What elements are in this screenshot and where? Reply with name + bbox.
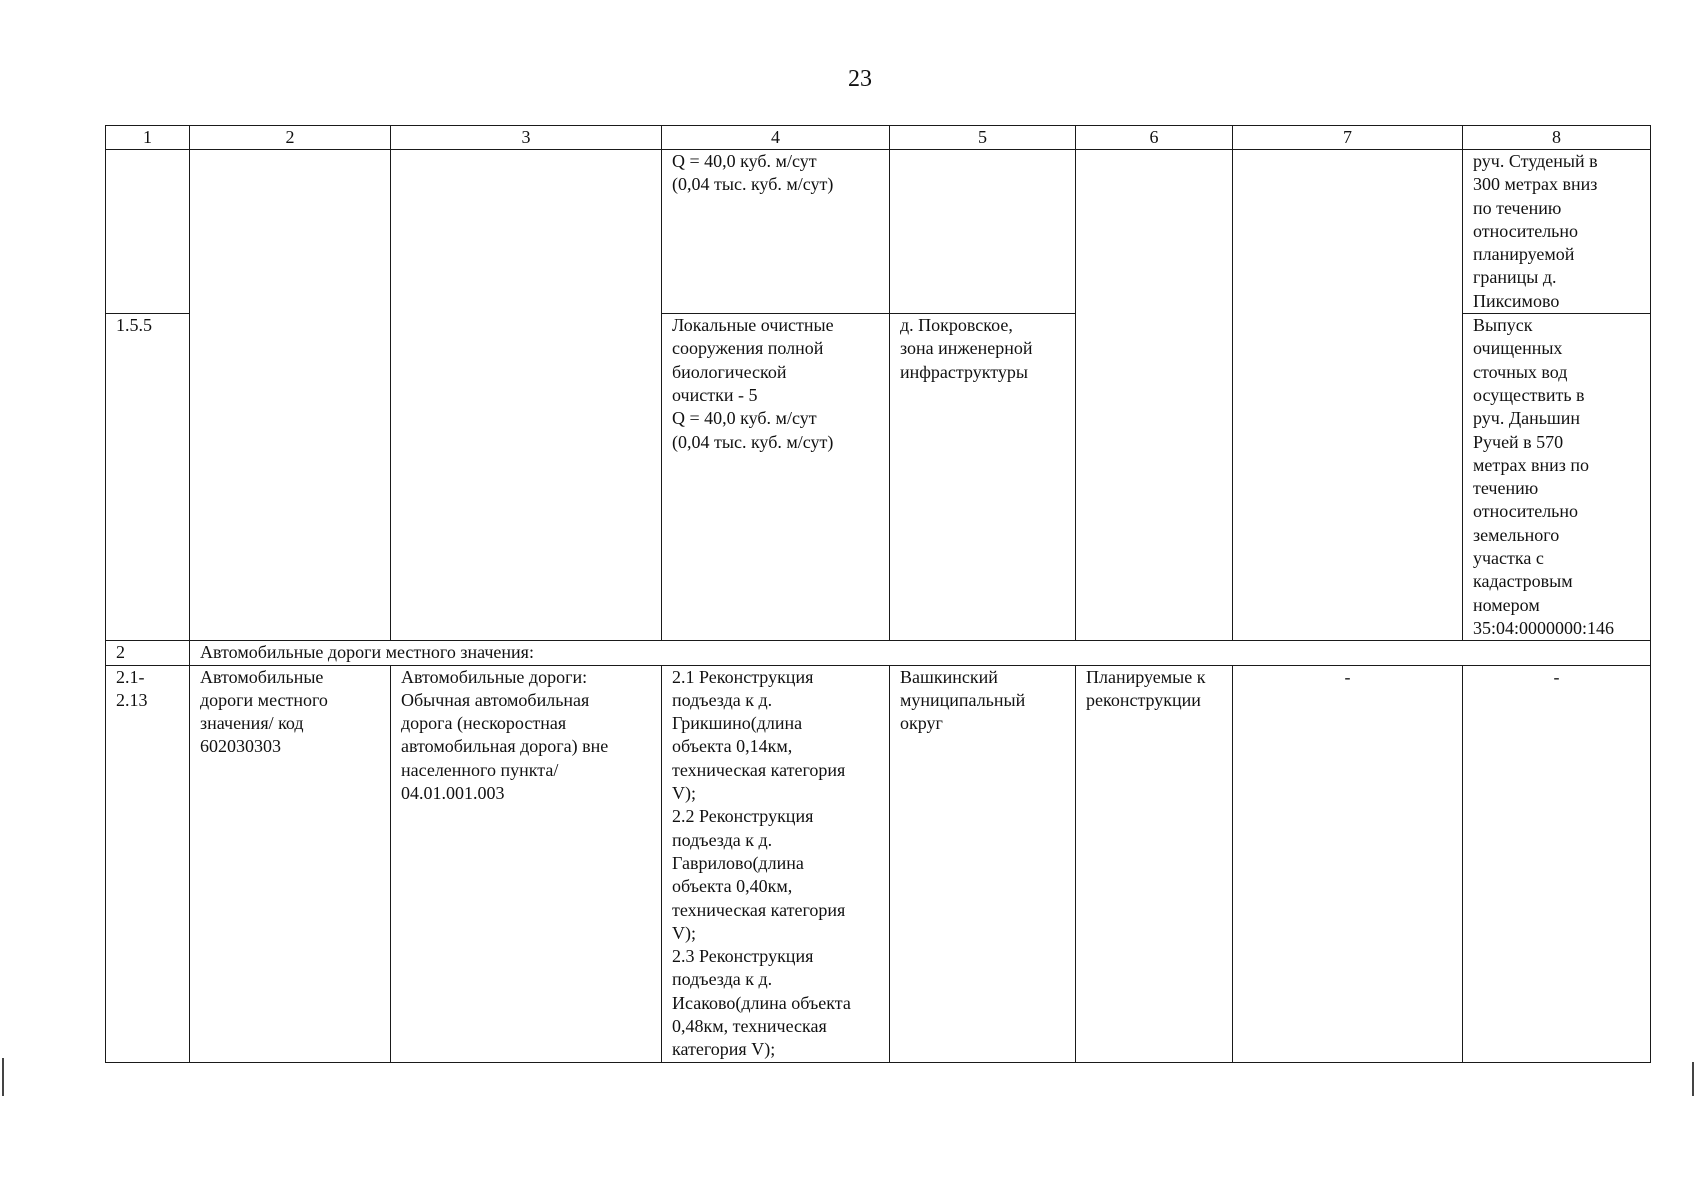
cell-merged-col3: [391, 150, 662, 641]
cell-section-number: 2: [106, 641, 190, 665]
cell-location: д. Покровское, зона инженерной инфраструктуры: [890, 314, 1076, 641]
cell-section-title: Автомобильные дороги местного значения:: [190, 641, 1651, 665]
cell-col8-dash: -: [1463, 665, 1651, 1062]
cell-object-type: Автомобильные дороги местного значения/ код 602030303: [190, 665, 391, 1062]
column-number-row: [106, 126, 1651, 150]
column-header-5: 5: [890, 126, 1076, 150]
column-header-8: 8: [1463, 126, 1651, 150]
column-header-2: 2: [190, 126, 391, 150]
cell-merged-col6: [1076, 150, 1233, 641]
cell-row-number: 2.1- 2.13: [106, 665, 190, 1062]
right-margin-mark: [1692, 1062, 1694, 1096]
column-header-3: 3: [391, 126, 662, 150]
cell-reconstruction-list: 2.1 Реконструкция подъезда к д. Грикшино(длина объекта 0,14км, техническая категория V); 2.2 Реконструкция подъезда к д. Гаврилово(длина объекта 0,40км, техническая категория V); 2.3 Реконструкция подъезда к д. Исаково(длина объекта 0,48км, техническая категория V);: [662, 665, 890, 1062]
table-row-2-1: [106, 665, 1651, 1062]
planning-table: [105, 125, 1651, 1063]
cell-merged-col2: [190, 150, 391, 641]
page-number: 23: [848, 66, 872, 92]
column-header-7: 7: [1233, 126, 1463, 150]
cell-status: Планируемые к реконструкции: [1076, 665, 1233, 1062]
cell-location: Вашкинский муниципальный округ: [890, 665, 1076, 1062]
cell-object-kind: Автомобильные дороги: Обычная автомобильная дорога (нескоростная автомобильная дорога) вне населенного пункта/ 04.01.001.003: [391, 665, 662, 1062]
column-header-1: 1: [106, 126, 190, 150]
cell-merged-col7: [1233, 150, 1463, 641]
table-row-continued: [106, 150, 1651, 314]
cell-col7-dash: -: [1233, 665, 1463, 1062]
cell-discharge: Выпуск очищенных сточных вод осуществить в руч. Даньшин Ручей в 570 метрах вниз по течению относительно земельного участка с кадастровым номером 35:04:0000000:146: [1463, 314, 1651, 641]
left-margin-mark: [2, 1058, 4, 1096]
column-header-6: 6: [1076, 126, 1233, 150]
cell-continued-col1: [106, 150, 190, 314]
table-section-row-2: [106, 641, 1651, 665]
cell-row-number: 1.5.5: [106, 314, 190, 641]
cell-facility: Локальные очистные сооружения полной биологической очистки - 5 Q = 40,0 куб. м/сут (0,04 тыс. куб. м/сут): [662, 314, 890, 641]
cell-continued-col5: [890, 150, 1076, 314]
column-header-4: 4: [662, 126, 890, 150]
cell-continued-capacity: Q = 40,0 куб. м/сут (0,04 тыс. куб. м/сут): [662, 150, 890, 314]
cell-continued-discharge: руч. Студеный в 300 метрах вниз по течению относительно планируемой границы д. Пиксимово: [1463, 150, 1651, 314]
